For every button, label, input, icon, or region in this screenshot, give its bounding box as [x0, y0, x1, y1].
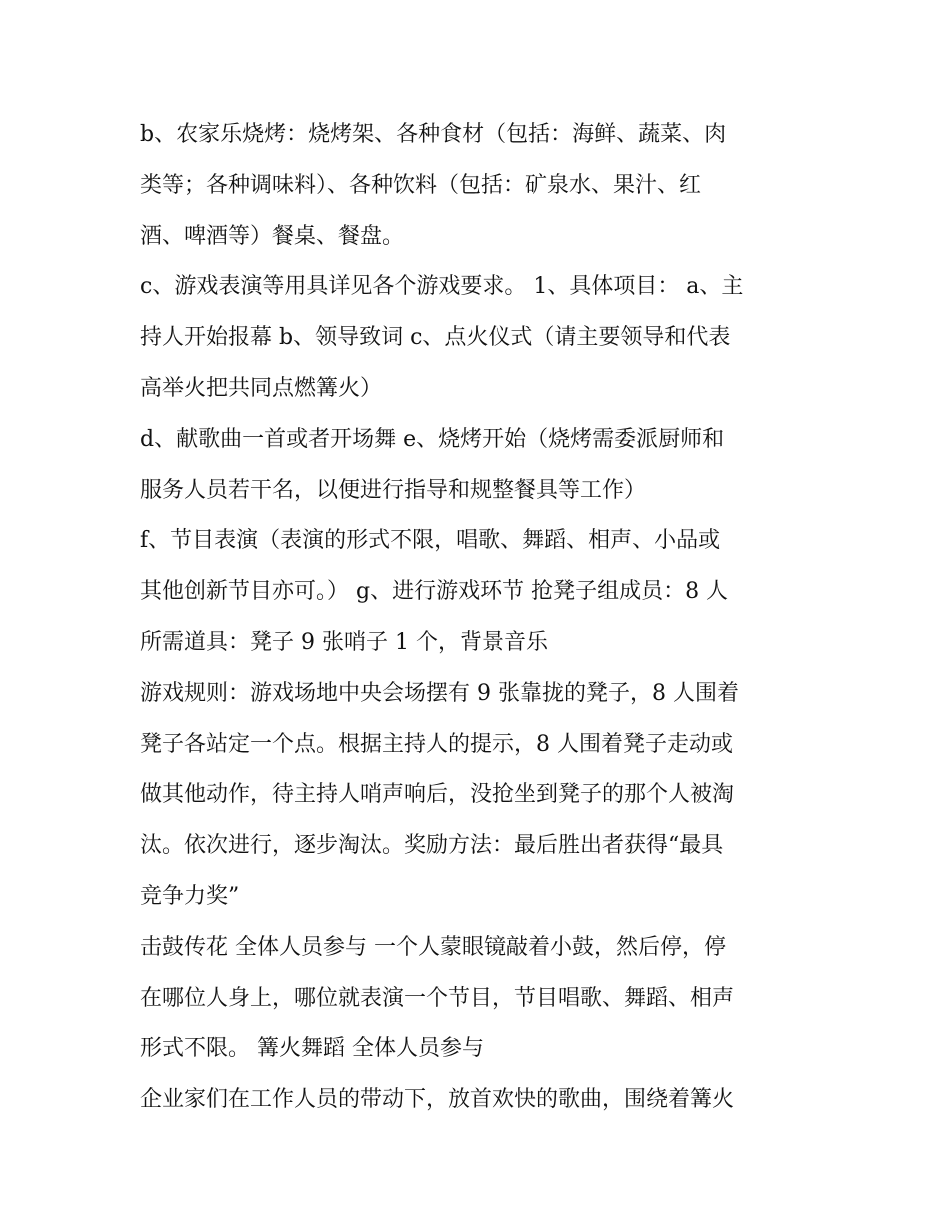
text-line: 其他创新节目亦可。） g、进行游戏环节 抢凳子组成员：8 人 — [140, 579, 729, 605]
paragraph-bonfire-dance — [140, 1075, 820, 1126]
text-line: b、农家乐烧烤：烧烤架、各种食材（包括：海鲜、蔬菜、肉 — [140, 122, 727, 147]
paragraph-game-rules — [140, 669, 820, 923]
text-line: d、献歌曲一首或者开场舞 e、烧烤开始（烧烤需委派厨师和 — [140, 426, 725, 452]
paragraph-song-and-bbq — [140, 415, 820, 517]
text-line: 击鼓传花 全体人员参与 一个人蒙眼镜敲着小鼓，然后停，停 — [140, 934, 726, 960]
text-line: 酒、啤酒等）餐桌、餐盘。 — [140, 223, 405, 249]
paragraph-program-items — [140, 262, 820, 414]
text-line: f、节目表演（表演的形式不限，唱歌、舞蹈、相声、小品或 — [140, 528, 721, 554]
text-line: 类等；各种调味料）、各种饮料（包括：矿泉水、果汁、红 — [140, 172, 702, 198]
text-line: 服务人员若干名，以便进行指导和规整餐具等工作） — [140, 477, 647, 503]
text-line: 形式不限。 篝火舞蹈 全体人员参与 — [140, 1036, 484, 1062]
text-line: 高举火把共同点燃篝火） — [140, 375, 383, 401]
text-line: 企业家们在工作人员的带动下，放首欢快的歌曲，围绕着篝火 — [140, 1087, 735, 1113]
text-line: 凳子各站定一个点。根据主持人的提示，8 人围着凳子走动或 — [140, 731, 733, 757]
text-line: 汰。依次进行，逐步淘汰。奖励方法：最后胜出者获得“最具 — [140, 833, 724, 859]
text-line: 做其他动作，待主持人哨声响后，没抢坐到凳子的那个人被淘 — [140, 782, 735, 808]
paragraph-bbq-supplies — [140, 110, 820, 262]
text-line: 在哪位人身上，哪位就表演一个节目，节目唱歌、舞蹈、相声 — [140, 985, 735, 1011]
text-line: c、游戏表演等用具详见各个游戏要求。 1、具体项目： a、主 — [140, 274, 744, 300]
document-page — [140, 110, 820, 1126]
text-line: 所需道具：凳子 9 张哨子 1 个，背景音乐 — [140, 629, 548, 655]
text-line: 竞争力奖” — [140, 883, 240, 909]
text-line: 游戏规则：游戏场地中央会场摆有 9 张靠拢的凳子，8 人围着 — [140, 680, 739, 706]
paragraph-performances-and-games — [140, 516, 820, 668]
paragraph-drum-game — [140, 923, 820, 1075]
text-line: 持人开始报幕 b、领导致词 c、点火仪式（请主要领导和代表 — [140, 325, 731, 351]
